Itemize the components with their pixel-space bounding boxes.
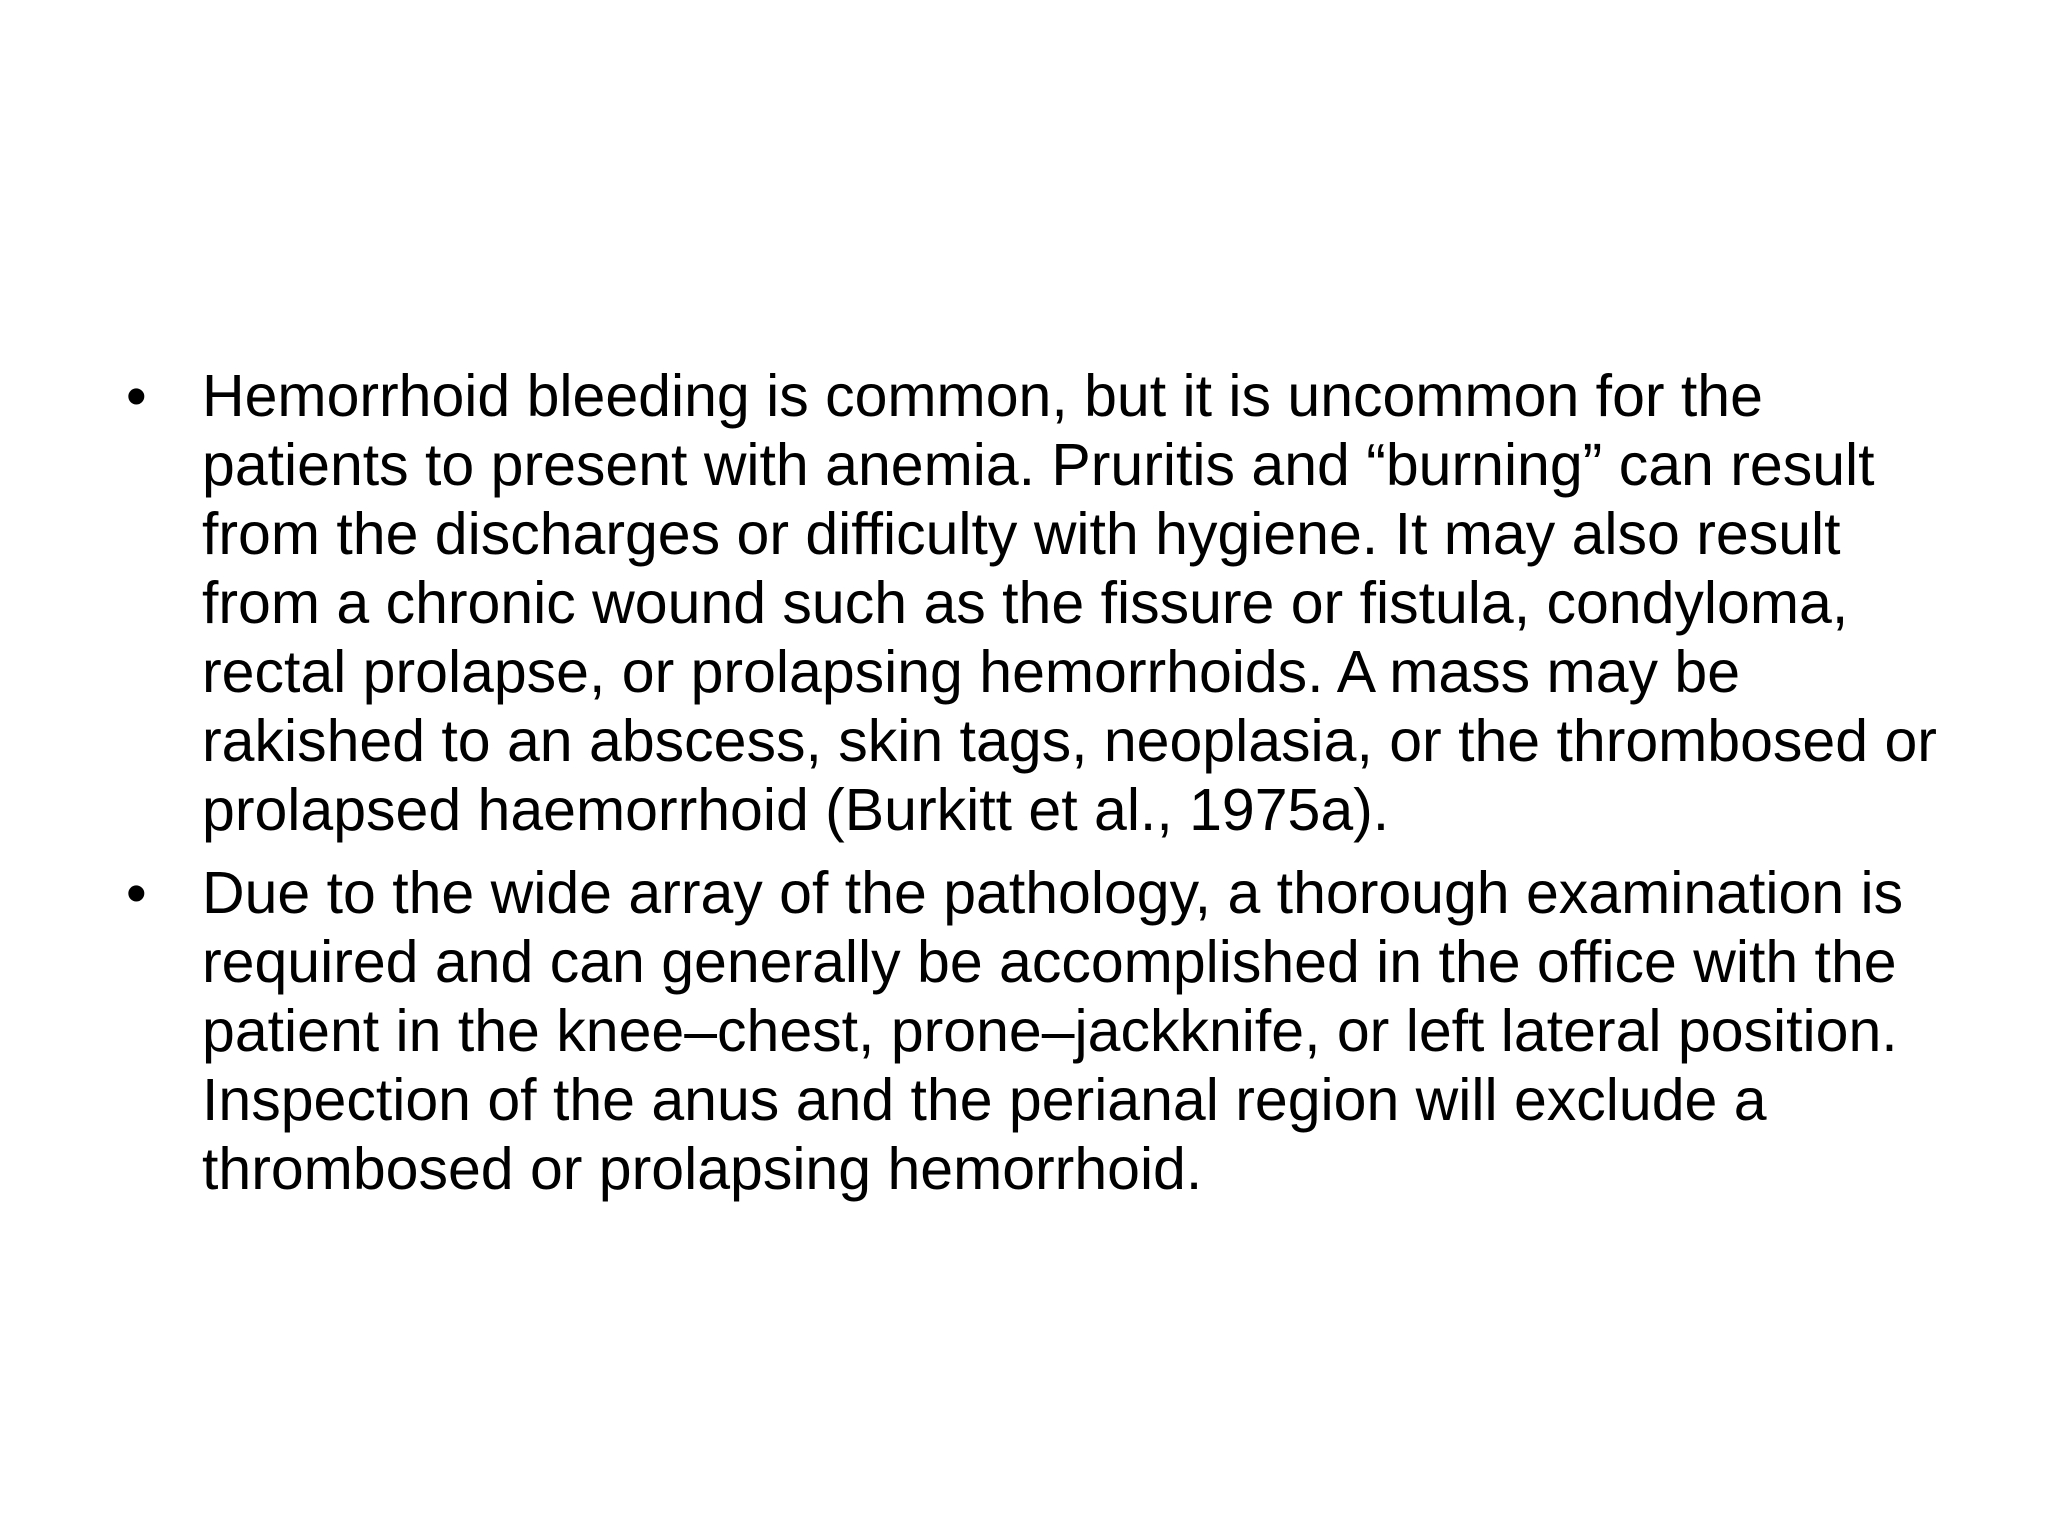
bullet-dot-icon: • bbox=[126, 363, 147, 429]
bullet-text-2: Due to the wide array of the pathology, a thorough examination is required and can generally be accomplished in the office with the patient in the knee–chest, prone–jackknife, or left lateral position. Inspection of the anus and the perianal region will exclude a thrombosed or prolapsing hemorrhoid. bbox=[202, 860, 1904, 1202]
bullet-dot-icon: • bbox=[126, 860, 147, 926]
bullet-item-1 bbox=[120, 362, 1960, 845]
bullet-text-1: Hemorrhoid bleeding is common, but it is uncommon for the patients to present with anemia. Pruritis and “burning” can result from the discharges or difficulty with hygiene. It may also result from a chronic wound such as the fissure or fistula, condyloma, rectal prolapse, or prolapsing hemorrhoids. A mass may be rakished to an abscess, skin tags, neoplasia, or the thrombosed or prolapsed haemorrhoid (Burkitt et al., 1975a). bbox=[202, 363, 1937, 843]
bullet-item-2 bbox=[120, 859, 1960, 1204]
bullet-list bbox=[120, 362, 1960, 1218]
